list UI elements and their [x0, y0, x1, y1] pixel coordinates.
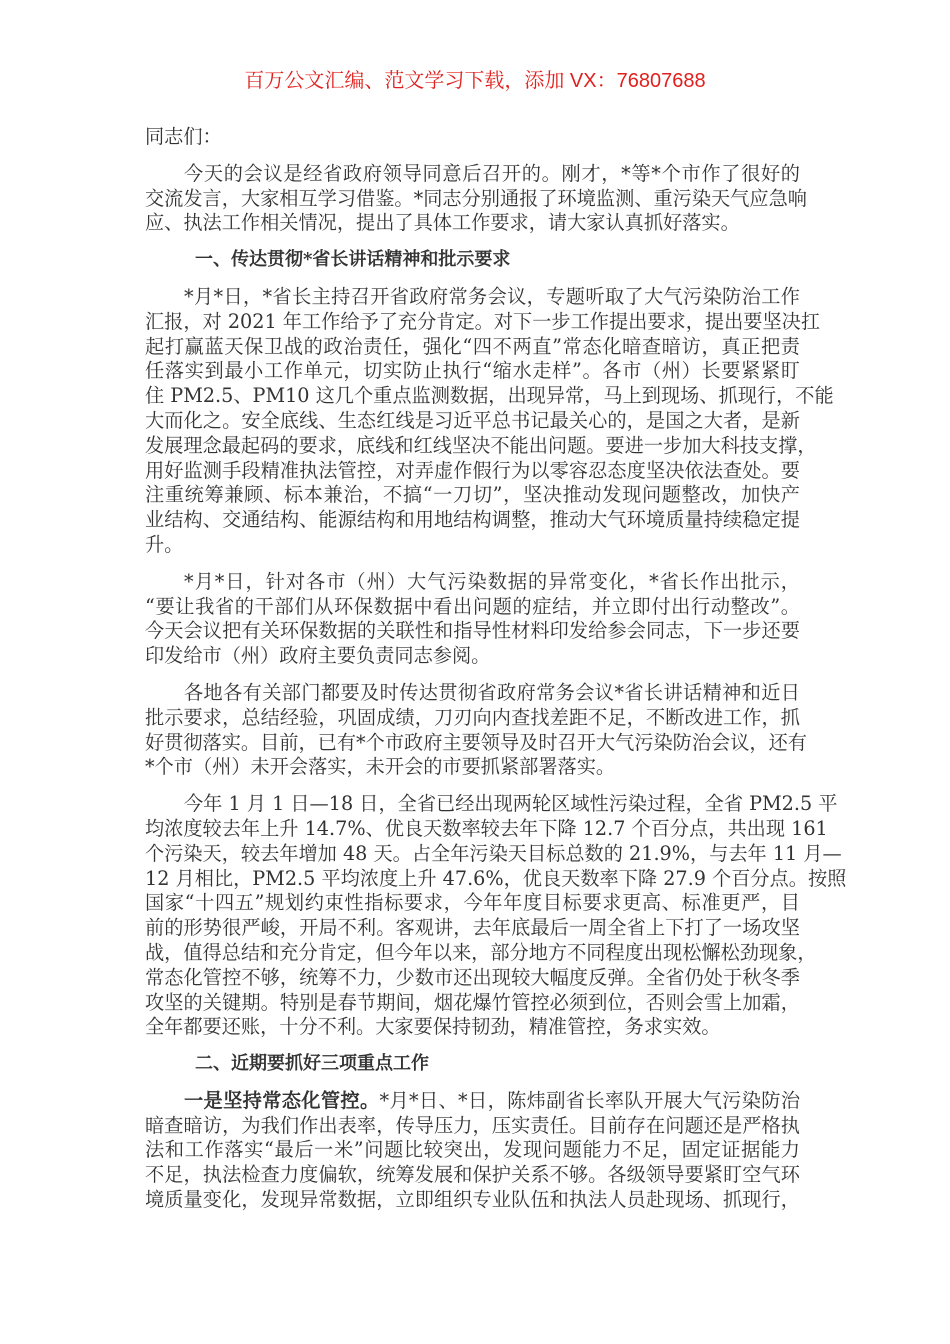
text-line: 好贯彻落实。目前，已有*个市政府主要领导及时召开大气污染防治会议，还有: [145, 730, 807, 754]
text-line: 全年都要还账，十分不利。大家要保持韧劲，精准管控，务求实效。: [145, 1015, 721, 1039]
text-line: 起打赢蓝天保卫战的政治责任，强化“四不两直”常态化暗查暗访，真正把责: [145, 334, 800, 358]
text-line: 攻坚的关键期。特别是春节期间，烟花爆竹管控必须到位，否则会雪上加霜，: [145, 990, 800, 1014]
text-line: 用好监测手段精准执法管控，对弄虚作假行为以零容忍态度坚决依法查处。要: [145, 458, 800, 482]
text-line: 应、执法工作相关情况，提出了具体工作要求，请大家认真抓好落实。: [145, 211, 740, 235]
text-line: 国家“十四五”规划约束性指标要求，今年年度目标要求更高、标准更严，目: [145, 891, 800, 915]
text-line: 今天的会议是经省政府领导同意后召开的。刚才，*等*个市作了很好的: [184, 161, 800, 185]
salutation: 同志们：: [145, 125, 222, 148]
bold-lead: 一是坚持常态化管控。: [184, 1088, 380, 1112]
text-line: “要让我省的干部们从环保数据中看出问题的症结，并立即付出行动整改”。: [145, 594, 800, 618]
text-line: *月*日，*省长主持召开省政府常务会议，专题听取了大气污染防治工作: [184, 284, 800, 308]
paragraph: [145, 792, 847, 1040]
section-heading: 二、近期要抓好三项重点工作: [195, 1053, 429, 1075]
text-line: 暗查暗访，为我们作出表率，传导压力，压实责任。目前存在问题还是严格执: [145, 1113, 800, 1137]
text-line: 今年 1 月 1 日—18 日，全省已经出现两轮区域性污染过程，全省 PM2.5 平: [184, 792, 838, 816]
text-line: 境质量变化，发现异常数据，立即组织专业队伍和执法人员赴现场、抓现行，: [145, 1188, 800, 1212]
paragraph: [145, 284, 834, 558]
text-line: 12 月相比，PM2.5 平均浓度上升 47.6%，优良天数率下降 27.9 个百分点。按照: [145, 866, 847, 890]
text-line: 常态化管控不够，统筹不力，少数市还出现较大幅度反弹。全省仍处于秋冬季: [145, 965, 800, 989]
text-line: 升。: [145, 532, 184, 556]
text-line: 大而化之。安全底线、生态红线是习近平总书记最关心的，是国之大者，是新: [145, 408, 800, 432]
text-line: 一是坚持常态化管控。*月*日、*日，陈炜副省长率队开展大气污染防治: [184, 1088, 801, 1112]
text-line: 住 PM2.5、PM10 这几个重点监测数据，出现异常，马上到现场、抓现行，不能: [145, 384, 834, 408]
text-line: 个污染天，较去年增加 48 天。占全年污染天目标总数的 21.9%，与去年 11 月—: [145, 841, 842, 865]
paragraph: [145, 161, 807, 236]
text-line: 不足，执法检查力度偏软，统筹发展和保护关系不够。各级领导要紧盯空气环: [145, 1163, 800, 1187]
text-line: 印发给市（州）政府主要负责同志参阅。: [145, 644, 491, 668]
text-line: 战，值得总结和充分肯定，但今年以来，部分地方不同程度出现松懈松劲现象，: [145, 940, 817, 964]
text-line: 业结构、交通结构、能源结构和用地结构调整，推动大气环境质量持续稳定提: [145, 508, 800, 532]
text-line: 各地各有关部门都要及时传达贯彻省政府常务会议*省长讲话精神和近日: [184, 680, 800, 704]
document-body: [145, 125, 847, 1225]
text-line: 今天会议把有关环保数据的关联性和指导性材料印发给参会同志，下一步还要: [145, 619, 800, 643]
text-line: 前的形势很严峻，开局不利。客观讲，去年底最后一周全省上下打了一场攻坚: [145, 916, 800, 940]
text-line: 均浓度较去年上升 14.7%、优良天数率较去年下降 12.7 个百分点，共出现 161: [145, 816, 828, 840]
text-line: 发展理念最起码的要求，底线和红线坚决不能出问题。要进一步加大科技支撑，: [145, 433, 817, 457]
watermark-banner: 百万公文汇编、范文学习下载，添加 VX：76807688: [244, 70, 706, 92]
paragraph: [145, 1089, 800, 1213]
paragraph: [145, 570, 800, 669]
text-line: *个市（州）未开会落实，未开会的市要抓紧部署落实。: [145, 755, 616, 779]
section-heading: 一、传达贯彻*省长讲话精神和批示要求: [195, 249, 511, 271]
text-line: 交流发言，大家相互学习借鉴。*同志分别通报了环境监测、重污染天气应急响: [145, 186, 807, 210]
paragraph: [145, 680, 807, 780]
text-line: 批示要求，总结经验，巩固成绩，刀刃向内查找差距不足，不断改进工作，抓: [145, 705, 800, 729]
text-line: *月*日，针对各市（州）大气污染数据的异常变化，*省长作出批示，: [184, 569, 800, 593]
text-line: 任落实到最小工作单元，切实防止执行“缩水走样”。各市（州）长要紧紧盯: [145, 359, 800, 383]
text-line: 汇报，对 2021 年工作给予了充分肯定。对下一步工作提出要求，提出要坚决扛: [145, 309, 821, 333]
text-line: 注重统筹兼顾、标本兼治，不搞“一刀切”，坚决推动发现问题整改，加快产: [145, 483, 800, 507]
text-line: 法和工作落实“最后一米”问题比较突出，发现问题能力不足，固定证据能力: [145, 1138, 800, 1162]
